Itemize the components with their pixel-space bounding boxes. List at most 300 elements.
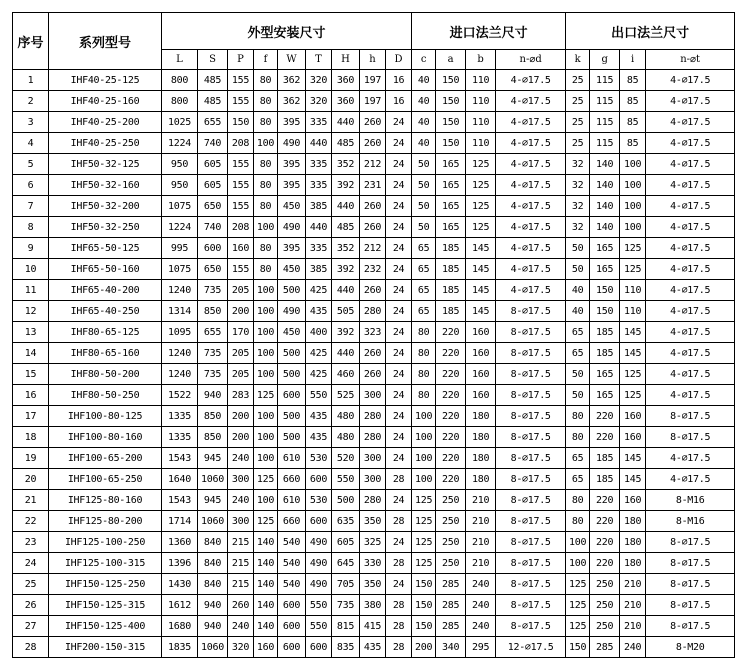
dimension-cell: 4-⌀17.5 (496, 238, 566, 259)
dimension-cell: 4-⌀17.5 (496, 259, 566, 280)
dimension-cell: 180 (466, 469, 496, 490)
dimension-cell: 80 (412, 343, 436, 364)
dimension-cell: 4-⌀17.5 (496, 70, 566, 91)
row-index-cell: 17 (13, 406, 49, 427)
dimension-cell: 490 (306, 553, 332, 574)
dimension-cell: 1224 (162, 217, 198, 238)
dimension-cell: 4-⌀17.5 (496, 91, 566, 112)
dimension-cell: 440 (332, 196, 360, 217)
dimension-cell: 4-⌀17.5 (496, 112, 566, 133)
dimension-cell: 215 (228, 532, 254, 553)
dimension-cell: 650 (198, 196, 228, 217)
dimension-cell: 850 (198, 406, 228, 427)
dimension-cell: 125 (412, 532, 436, 553)
dimension-cell: 8-⌀17.5 (496, 427, 566, 448)
model-cell: IHF50-32-160 (49, 175, 162, 196)
dimension-cell: 335 (306, 112, 332, 133)
row-index-cell: 9 (13, 238, 49, 259)
dimension-cell: 392 (332, 175, 360, 196)
dimension-cell: 25 (566, 91, 590, 112)
dimension-cell: 32 (566, 154, 590, 175)
model-cell: IHF150-125-250 (49, 574, 162, 595)
dimension-cell: 240 (228, 490, 254, 511)
dimension-cell: 24 (386, 217, 412, 238)
dimension-cell: 155 (228, 91, 254, 112)
dimension-cell: 80 (254, 175, 278, 196)
dimension-cell: 1314 (162, 301, 198, 322)
dimension-cell: 28 (386, 616, 412, 637)
dimension-cell: 8-⌀17.5 (496, 595, 566, 616)
dimension-cell: 4-⌀17.5 (646, 385, 735, 406)
dimension-cell: 28 (386, 595, 412, 616)
dimension-cell: 125 (254, 469, 278, 490)
dimension-cell: 550 (306, 385, 332, 406)
dimension-cell: 1360 (162, 532, 198, 553)
dimension-cell: 400 (306, 322, 332, 343)
dimension-cell: 385 (306, 259, 332, 280)
dimension-cell: 8-⌀17.5 (496, 469, 566, 490)
dimension-cell: 140 (254, 553, 278, 574)
dimension-cell: 735 (198, 343, 228, 364)
dimension-cell: 125 (620, 364, 646, 385)
dimension-cell: 80 (412, 364, 436, 385)
dimension-cell: 100 (412, 406, 436, 427)
dimension-cell: 24 (386, 574, 412, 595)
dimension-cell: 145 (620, 448, 646, 469)
dimension-cell: 8-⌀17.5 (496, 301, 566, 322)
model-cell: IHF40-25-200 (49, 112, 162, 133)
dimension-cell: 125 (254, 385, 278, 406)
dimension-cell: 425 (306, 343, 332, 364)
dimension-cell: 65 (566, 469, 590, 490)
dimension-cell: 435 (306, 301, 332, 322)
dimension-cell: 28 (386, 553, 412, 574)
dimension-cell: 240 (228, 616, 254, 637)
dimension-cell: 4-⌀17.5 (646, 259, 735, 280)
dimension-cell: 350 (360, 511, 386, 532)
dimension-cell: 150 (436, 112, 466, 133)
dimension-cell: 995 (162, 238, 198, 259)
dimension-cell: 1060 (198, 637, 228, 658)
table-row (13, 280, 735, 301)
row-index-cell: 18 (13, 427, 49, 448)
dimension-cell: 160 (466, 343, 496, 364)
dimension-cell: 1640 (162, 469, 198, 490)
dimension-cell: 150 (566, 637, 590, 658)
dimension-cell: 8-⌀17.5 (496, 511, 566, 532)
model-cell: IHF65-50-160 (49, 259, 162, 280)
dimension-cell: 16 (386, 70, 412, 91)
dimension-cell: 4-⌀17.5 (496, 196, 566, 217)
dimension-cell: 8-⌀17.5 (496, 322, 566, 343)
dimension-cell: 220 (436, 427, 466, 448)
dimension-cell: 100 (254, 280, 278, 301)
dimension-cell: 480 (332, 427, 360, 448)
dimension-cell: 4-⌀17.5 (646, 112, 735, 133)
dimension-cell: 150 (412, 574, 436, 595)
dimension-cell: 485 (198, 91, 228, 112)
table-row (13, 133, 735, 154)
dimension-cell: 85 (620, 91, 646, 112)
dimension-cell: 300 (360, 469, 386, 490)
dimension-cell: 340 (436, 637, 466, 658)
dimension-cell: 140 (590, 175, 620, 196)
dimension-cell: 50 (566, 259, 590, 280)
dimension-cell: 165 (590, 238, 620, 259)
dimension-cell: 40 (412, 91, 436, 112)
dimension-cell: 24 (386, 301, 412, 322)
dimension-cell: 1075 (162, 196, 198, 217)
dimension-cell: 110 (466, 91, 496, 112)
dimension-cell: 80 (254, 259, 278, 280)
dimension-cell: 208 (228, 133, 254, 154)
dimension-cell: 24 (386, 175, 412, 196)
dimension-cell: 185 (436, 238, 466, 259)
dimension-cell: 280 (360, 490, 386, 511)
dimension-cell: 283 (228, 385, 254, 406)
dimension-cell: 4-⌀17.5 (646, 301, 735, 322)
dimension-cell: 350 (360, 574, 386, 595)
row-index-cell: 14 (13, 343, 49, 364)
dimension-cell: 645 (332, 553, 360, 574)
dimension-cell: 435 (360, 637, 386, 658)
model-cell: IHF80-50-250 (49, 385, 162, 406)
dimension-cell: 8-⌀17.5 (496, 490, 566, 511)
dimension-cell: 815 (332, 616, 360, 637)
dimension-cell: 360 (332, 70, 360, 91)
dimension-cell: 8-⌀17.5 (496, 364, 566, 385)
dimension-cell: 655 (198, 322, 228, 343)
dimension-cell: 140 (590, 217, 620, 238)
dimension-cell: 32 (566, 196, 590, 217)
dimension-cell: 140 (590, 196, 620, 217)
dimension-cell: 392 (332, 322, 360, 343)
dimension-cell: 285 (590, 637, 620, 658)
row-index-cell: 19 (13, 448, 49, 469)
table-row (13, 154, 735, 175)
dimension-cell: 490 (306, 532, 332, 553)
dimension-cell: 4-⌀17.5 (646, 91, 735, 112)
dimension-cell: 40 (412, 133, 436, 154)
dimension-cell: 40 (412, 70, 436, 91)
dimension-cell: 160 (228, 238, 254, 259)
dimension-cell: 1522 (162, 385, 198, 406)
dimension-cell: 520 (332, 448, 360, 469)
dimension-cell: 208 (228, 217, 254, 238)
dimension-cell: 125 (620, 238, 646, 259)
dimension-cell: 85 (620, 133, 646, 154)
dimension-cell: 490 (278, 301, 306, 322)
dimension-cell: 285 (436, 595, 466, 616)
dimension-cell: 550 (306, 616, 332, 637)
dimension-cell: 125 (620, 259, 646, 280)
dimension-cell: 16 (386, 91, 412, 112)
dimension-cell: 40 (412, 112, 436, 133)
dimension-cell: 4-⌀17.5 (496, 217, 566, 238)
dimension-cell: 395 (278, 238, 306, 259)
dimension-cell: 155 (228, 259, 254, 280)
dimension-cell: 140 (254, 595, 278, 616)
dimension-cell: 100 (620, 154, 646, 175)
dimension-cell: 1060 (198, 511, 228, 532)
row-index-cell: 6 (13, 175, 49, 196)
table-row (13, 301, 735, 322)
dimension-cell: 50 (412, 196, 436, 217)
dimension-cell: 65 (566, 448, 590, 469)
dimension-cell: 80 (412, 385, 436, 406)
sub-header-cell: f (254, 50, 278, 70)
dimension-cell: 80 (566, 511, 590, 532)
dimension-cell: 1396 (162, 553, 198, 574)
dimension-cell: 50 (412, 154, 436, 175)
dimension-cell: 165 (590, 385, 620, 406)
dimension-cell: 4-⌀17.5 (496, 133, 566, 154)
dimension-cell: 1240 (162, 343, 198, 364)
dimension-cell: 440 (332, 112, 360, 133)
pump-dimension-table (12, 12, 735, 658)
sub-header-cell: h (360, 50, 386, 70)
dimension-cell: 8-⌀17.5 (496, 532, 566, 553)
dimension-cell: 950 (162, 175, 198, 196)
dimension-cell: 395 (278, 112, 306, 133)
dimension-cell: 210 (466, 490, 496, 511)
dimension-cell: 8-⌀17.5 (496, 343, 566, 364)
table-body (13, 70, 735, 658)
table-row (13, 469, 735, 490)
dimension-cell: 80 (254, 154, 278, 175)
dimension-cell: 485 (332, 133, 360, 154)
model-cell: IHF50-32-200 (49, 196, 162, 217)
model-cell: IHF200-150-315 (49, 637, 162, 658)
dimension-cell: 25 (566, 70, 590, 91)
dimension-cell: 490 (278, 217, 306, 238)
table-row (13, 574, 735, 595)
dimension-cell: 8-⌀17.5 (496, 616, 566, 637)
dimension-cell: 24 (386, 385, 412, 406)
dimension-cell: 940 (198, 595, 228, 616)
table-row (13, 448, 735, 469)
sub-header-cell: P (228, 50, 254, 70)
dimension-cell: 165 (436, 154, 466, 175)
dimension-cell: 610 (278, 490, 306, 511)
dimension-cell: 635 (332, 511, 360, 532)
table-row (13, 532, 735, 553)
dimension-cell: 450 (278, 322, 306, 343)
dimension-cell: 160 (254, 637, 278, 658)
dimension-cell: 185 (436, 301, 466, 322)
model-cell: IHF100-65-250 (49, 469, 162, 490)
dimension-cell: 24 (386, 364, 412, 385)
dimension-cell: 8-⌀17.5 (496, 448, 566, 469)
dimension-cell: 185 (590, 469, 620, 490)
dimension-cell: 100 (254, 490, 278, 511)
dimension-cell: 220 (436, 343, 466, 364)
spec-table-container (12, 12, 734, 658)
dimension-cell: 100 (254, 217, 278, 238)
dimension-cell: 655 (198, 112, 228, 133)
dimension-cell: 212 (360, 238, 386, 259)
dimension-cell: 210 (620, 574, 646, 595)
row-index-cell: 21 (13, 490, 49, 511)
dimension-cell: 80 (254, 196, 278, 217)
dimension-cell: 8-⌀17.5 (646, 406, 735, 427)
dimension-cell: 100 (412, 448, 436, 469)
dimension-cell: 220 (436, 385, 466, 406)
dimension-cell: 840 (198, 532, 228, 553)
dimension-cell: 250 (436, 553, 466, 574)
dimension-cell: 380 (360, 595, 386, 616)
dimension-cell: 4-⌀17.5 (646, 322, 735, 343)
dimension-cell: 205 (228, 364, 254, 385)
row-index-cell: 15 (13, 364, 49, 385)
dimension-cell: 1224 (162, 133, 198, 154)
dimension-cell: 50 (566, 385, 590, 406)
dimension-cell: 840 (198, 574, 228, 595)
sub-header-cell: T (306, 50, 332, 70)
table-row (13, 511, 735, 532)
dimension-cell: 24 (386, 427, 412, 448)
model-cell: IHF150-125-400 (49, 616, 162, 637)
dimension-cell: 280 (360, 427, 386, 448)
dimension-cell: 650 (198, 259, 228, 280)
row-index-cell: 22 (13, 511, 49, 532)
sub-header-cell: D (386, 50, 412, 70)
dimension-cell: 125 (466, 196, 496, 217)
dimension-cell: 50 (566, 238, 590, 259)
dimension-cell: 1060 (198, 469, 228, 490)
dimension-cell: 440 (306, 133, 332, 154)
dimension-cell: 180 (466, 427, 496, 448)
dimension-cell: 605 (332, 532, 360, 553)
dimension-cell: 145 (466, 280, 496, 301)
dimension-cell: 180 (620, 553, 646, 574)
model-cell: IHF40-25-160 (49, 91, 162, 112)
model-cell: IHF100-80-160 (49, 427, 162, 448)
dimension-cell: 32 (566, 217, 590, 238)
dimension-cell: 140 (590, 154, 620, 175)
dimension-cell: 205 (228, 343, 254, 364)
dimension-cell: 115 (590, 112, 620, 133)
dimension-cell: 231 (360, 175, 386, 196)
sub-header-cell: b (466, 50, 496, 70)
dimension-cell: 320 (306, 70, 332, 91)
dimension-cell: 12-⌀17.5 (496, 637, 566, 658)
dimension-cell: 150 (436, 91, 466, 112)
dimension-cell: 4-⌀17.5 (646, 70, 735, 91)
dimension-cell: 950 (162, 154, 198, 175)
dimension-cell: 605 (198, 175, 228, 196)
dimension-cell: 160 (466, 322, 496, 343)
dimension-cell: 8-⌀17.5 (646, 553, 735, 574)
dimension-cell: 65 (412, 238, 436, 259)
row-index-cell: 13 (13, 322, 49, 343)
dimension-cell: 100 (620, 217, 646, 238)
dimension-cell: 160 (620, 427, 646, 448)
dimension-cell: 260 (360, 217, 386, 238)
dimension-cell: 8-⌀17.5 (496, 553, 566, 574)
dimension-cell: 660 (278, 469, 306, 490)
dimension-cell: 185 (590, 448, 620, 469)
dimension-cell: 140 (254, 532, 278, 553)
dimension-cell: 220 (590, 511, 620, 532)
dimension-cell: 540 (278, 532, 306, 553)
header-index: 序号 (13, 13, 49, 70)
dimension-cell: 450 (278, 259, 306, 280)
dimension-cell: 352 (332, 238, 360, 259)
dimension-cell: 160 (620, 406, 646, 427)
dimension-cell: 540 (278, 574, 306, 595)
dimension-cell: 24 (386, 154, 412, 175)
dimension-cell: 150 (228, 112, 254, 133)
table-row (13, 238, 735, 259)
table-row (13, 637, 735, 658)
dimension-cell: 180 (466, 406, 496, 427)
dimension-cell: 940 (198, 385, 228, 406)
dimension-cell: 4-⌀17.5 (646, 238, 735, 259)
sub-header-cell: W (278, 50, 306, 70)
sub-header-cell: S (198, 50, 228, 70)
dimension-cell: 145 (466, 259, 496, 280)
dimension-cell: 530 (306, 490, 332, 511)
dimension-cell: 485 (332, 217, 360, 238)
dimension-cell: 110 (466, 70, 496, 91)
dimension-cell: 300 (228, 469, 254, 490)
dimension-cell: 1095 (162, 322, 198, 343)
dimension-cell: 425 (306, 280, 332, 301)
dimension-cell: 180 (466, 448, 496, 469)
sub-header-cell: c (412, 50, 436, 70)
dimension-cell: 280 (360, 406, 386, 427)
dimension-cell: 8-⌀17.5 (646, 532, 735, 553)
dimension-cell: 100 (620, 196, 646, 217)
dimension-cell: 490 (278, 133, 306, 154)
dimension-cell: 240 (466, 595, 496, 616)
dimension-cell: 250 (590, 574, 620, 595)
dimension-cell: 180 (620, 532, 646, 553)
dimension-cell: 210 (466, 553, 496, 574)
dimension-cell: 100 (254, 427, 278, 448)
dimension-cell: 110 (620, 301, 646, 322)
dimension-cell: 250 (590, 616, 620, 637)
dimension-cell: 500 (278, 280, 306, 301)
table-row (13, 196, 735, 217)
table-row (13, 112, 735, 133)
dimension-cell: 610 (278, 448, 306, 469)
dimension-cell: 385 (306, 196, 332, 217)
dimension-cell: 325 (360, 532, 386, 553)
dimension-cell: 212 (360, 154, 386, 175)
dimension-cell: 200 (412, 637, 436, 658)
dimension-cell: 220 (436, 448, 466, 469)
dimension-cell: 1240 (162, 280, 198, 301)
dimension-cell: 100 (412, 427, 436, 448)
dimension-cell: 330 (360, 553, 386, 574)
dimension-cell: 220 (590, 406, 620, 427)
dimension-cell: 800 (162, 70, 198, 91)
dimension-cell: 160 (466, 385, 496, 406)
table-row (13, 322, 735, 343)
dimension-cell: 80 (412, 322, 436, 343)
table-row (13, 490, 735, 511)
dimension-cell: 80 (566, 406, 590, 427)
dimension-cell: 260 (360, 133, 386, 154)
dimension-cell: 125 (466, 175, 496, 196)
model-cell: IHF65-50-125 (49, 238, 162, 259)
dimension-cell: 155 (228, 154, 254, 175)
row-index-cell: 2 (13, 91, 49, 112)
dimension-cell: 210 (466, 511, 496, 532)
dimension-cell: 600 (198, 238, 228, 259)
